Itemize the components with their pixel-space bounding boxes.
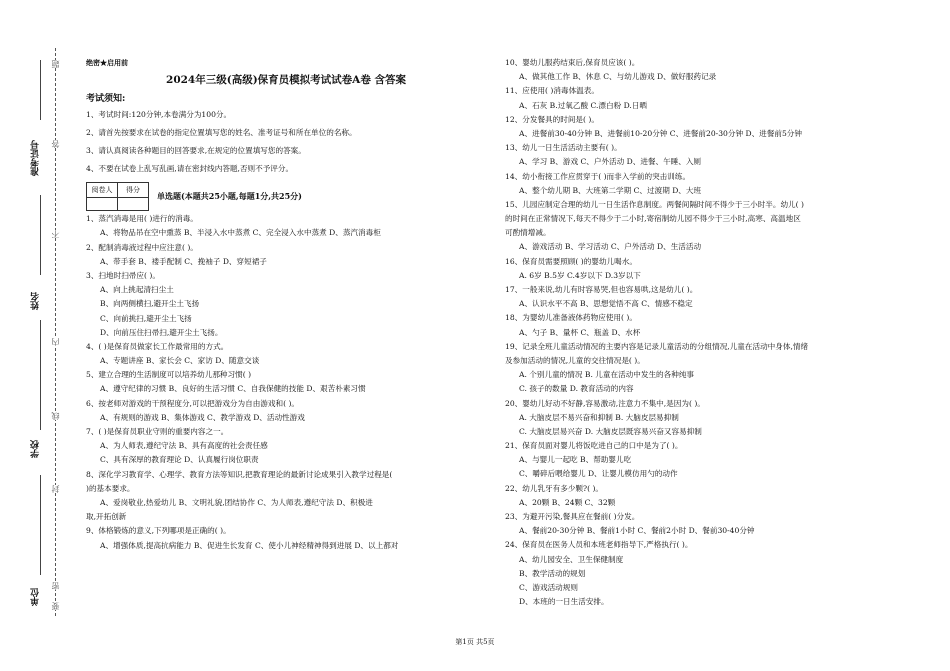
answer-options: A、做其他工作 B、休息 C、与幼儿游戏 D、做好服药记录 (519, 72, 717, 82)
binding-line (40, 60, 41, 120)
binding-line (40, 475, 41, 575)
section-title: 单选题(本题共25小题,每题1分,共25分) (157, 191, 302, 202)
answer-options: A、学习 B、游戏 C、户外活动 D、进餐、午睡、入厕 (519, 157, 702, 167)
school-label: 学校 (31, 440, 41, 458)
score-cell: 得分 (118, 182, 149, 197)
answer-options: A、餐前20-30分钟 B、餐前1小时 C、餐前2小时 D、餐前30-40分钟 (519, 526, 755, 536)
instruction-item: 3、请认真阅读各种题目的回答要求,在规定的位置填写您的答案。 (86, 146, 306, 156)
answer-options: A、爱岗敬业,热爱幼儿 B、文明礼貌,团结协作 C、为人师表,遵纪守法 D、积极进 (100, 497, 373, 507)
question-text: 的时间在正常情况下,每天不得少于二小时,寄宿制幼儿园不得少于三小时,高寒、高温地区 (505, 214, 801, 224)
answer-options: A、进餐前30-40分钟 B、进餐前10-20分钟 C、进餐前20-30分钟 D、进餐前5分钟 (519, 128, 802, 138)
question-text: 2、配制消毒液过程中应注意( )。 (86, 242, 198, 252)
answer-options: C、游戏活动规则 (519, 582, 578, 592)
answer-options: B、教学活动的规划 (519, 568, 586, 578)
question-list (505, 56, 945, 609)
answer-options: A、认识水平不高 B、思想觉悟不高 C、情感不稳定 (519, 299, 693, 309)
answer-options: A、勺子 B、量杯 C、瓶盖 D、水杯 (519, 327, 641, 337)
answer-options: A、将物品吊在空中熏蒸 B、半浸入水中蒸煮 C、完全浸入水中蒸煮 D、蒸汽消毒柜 (100, 228, 381, 238)
answer-options: A、增强体质,提高抗病能力 B、促进生长发育 C、使小儿神经精神得到进展 D、以上都对 (100, 540, 399, 550)
answer-options: A、游戏活动 B、学习活动 C、户外活动 D、生活活动 (519, 242, 702, 252)
answer-options: A、20颗 B、24颗 C、32颗 (519, 497, 616, 507)
answer-options: A、向上挑起清扫尘土 (100, 285, 174, 295)
binding-margin (0, 0, 80, 671)
answer-options: A、有规则的游戏 B、集体游戏 C、教学游戏 D、活动性游戏 (100, 412, 305, 422)
binding-line (40, 195, 41, 275)
instruction-item: 1、考试时间:120分钟,本卷满分为100分。 (86, 110, 232, 120)
seal-char: 封 (51, 485, 60, 493)
binding-line (40, 320, 41, 430)
instruction-item: 4、不要在试卷上乱写乱画,请在密封线内答题,否则不予评分。 (86, 164, 294, 174)
answer-options: A、与婴儿一起吃 B、帮助婴儿吃 (519, 455, 632, 465)
question-text: 可酌情增减。 (505, 228, 551, 238)
answer-options: A、整个幼儿期 B、大班第二学期 C、过渡期 D、大班 (519, 185, 702, 195)
seal-char: 答 (51, 140, 60, 148)
answer-options: A. 6岁 B.5岁 C.4岁以下 D.3岁以下 (519, 270, 641, 280)
question-text: 23、为避开污染,餐具应在餐前( )分发。 (505, 512, 640, 521)
seal-char: 不 (51, 230, 60, 238)
question-text: )的基本要求。 (86, 483, 135, 493)
answer-options: C、具有深厚的教育理论 D、认真履行岗位职责 (100, 455, 259, 465)
score-table (86, 182, 149, 211)
score-row (86, 180, 486, 212)
answer-options: A、为人师表,遵纪守法 B、具有高度的社会责任感 (100, 441, 268, 451)
answer-options: A、幼儿园安全、卫生保健制度 (519, 554, 624, 564)
instruction-item: 2、请首先按要求在试卷的指定位置填写您的姓名、准考证号和所在单位的名称。 (86, 128, 357, 138)
answer-options: C、向前挑扫,避开尘土飞扬 (100, 313, 192, 323)
answer-options: B、向两侧横扫,避开尘土飞扬 (100, 299, 200, 309)
exam-title: 2024年三级(高级)保育员模拟考试试卷A卷 含答案 (166, 74, 406, 87)
answer-options: A、带手套 B、褛手配制 C、挽袖子 D、穿短裙子 (100, 256, 267, 266)
question-list (86, 212, 486, 553)
seal-char: 要 (51, 602, 60, 610)
answer-options: A、石灰 B.过氧乙酸 C.漂白粉 D.日晒 (519, 100, 648, 110)
exam-id-label: 准考证号 (31, 140, 41, 176)
question-text: 4、( )是保育员做家长工作最常用的方式。 (86, 341, 229, 351)
question-text: 20、婴幼儿好动不好静,容易激动,注意力不集中,是因为( )。 (505, 398, 705, 408)
question-text: 5、建立合理的生活制度可以培养幼儿那种习惯( ) (86, 370, 252, 380)
question-text: 取,开拓创新 (86, 512, 127, 522)
answer-options: C、嚼碎后喂给婴儿 D、让婴儿模仿用勺的动作 (519, 469, 678, 479)
question-text: 17、一般来说,幼儿有时容易哭,但也容易哄,这是幼儿( )。 (505, 285, 698, 294)
question-text: 13、幼儿一日生活活动主要有( )。 (505, 143, 622, 153)
question-text: 21、保育员面对婴儿将饭吃进自己的口中是为了( )。 (505, 441, 683, 451)
question-text: 18、为婴幼儿准备液体药物应使用( )。 (505, 313, 637, 323)
seal-line (55, 48, 56, 616)
reviewer-blank[interactable] (87, 197, 118, 210)
question-text: 11、应使用( )消毒体温表。 (505, 86, 599, 96)
question-text: 及参加活动的情况,儿童的交往情况是( )。 (505, 355, 645, 365)
question-text: 6、按老师对游戏的干预程度分,可以把游戏分为自由游戏和( )。 (86, 398, 300, 408)
question-text: 16、保育员需要照顾( )的婴幼儿喝水。 (505, 256, 637, 266)
seal-char: 密 (51, 582, 60, 590)
question-text: 1、蒸汽消毒是用( )进行的消毒。 (86, 214, 198, 224)
question-text: 8、深化学习教育学、心理学、教育方法等知识,把教育理论的最新讨论成果引入教学过程是( (86, 469, 393, 479)
reviewer-cell: 阅卷人 (87, 182, 118, 197)
unit-label: 单位 (31, 588, 41, 606)
question-text: 10、婴幼儿服药结束后,保育员应该( )。 (505, 58, 640, 67)
question-text: 9、体格锻炼的意义,下列哪项是正确的( )。 (86, 526, 231, 536)
seal-char: 线 (51, 412, 60, 420)
right-column (505, 56, 945, 609)
question-text: 22、幼儿乳牙有多少颗?( )。 (505, 483, 604, 493)
answer-options: A. 大脑皮层不易兴奋和抑制 B. 大脑皮层易抑制 (519, 412, 679, 422)
name-label: 姓名 (31, 292, 41, 310)
question-text: 24、保育员在医务人员和本班老师指导下,严格执行( )。 (505, 540, 693, 550)
answer-options: A. 个别儿童的情况 B. 儿童在活动中发生的各种纯事 (519, 370, 695, 380)
question-text: 7、( )是保育员职业守则的重要内容之一。 (86, 427, 229, 437)
left-column (86, 56, 486, 553)
question-text: 3、扫地时扫帚应( )。 (86, 270, 160, 280)
answer-options: C. 孩子的数量 D. 教育活动的内容 (519, 384, 634, 394)
answer-options: A、遵守纪律的习惯 B、良好的生活习惯 C、自我保健的技能 D、艰苦朴素习惯 (100, 384, 366, 394)
question-text: 19、记录全班儿童活动情况的主要内容是记录儿童活动的分组情况,儿童在活动中身体,情绪 (505, 341, 809, 351)
answer-options: A、专题讲座 B、家长会 C、家访 D、随意交谈 (100, 356, 260, 366)
page-footer: 第1页 共5页 (455, 638, 495, 646)
score-blank[interactable] (118, 197, 149, 210)
answer-options: D、向前压住扫帚扫,避开尘土飞扬。 (100, 327, 223, 337)
instructions-heading: 考试须知: (86, 94, 126, 105)
seal-char: 内 (51, 338, 60, 346)
secret-mark: 绝密★启用前 (86, 58, 128, 67)
question-text: 12、分发餐具的时间是( )。 (505, 114, 599, 124)
question-text: 14、幼小衔接工作应贯穿于( )而非入学前的突击训练。 (505, 171, 691, 181)
answer-options: C. 大脑皮层易兴奋 D. 大脑皮层既容易兴奋又容易抑制 (519, 426, 702, 436)
seal-char: 题 (51, 60, 60, 68)
answer-options: D、本班的一日生活安排。 (519, 597, 609, 607)
question-text: 15、儿园应制定合理的幼儿一日生活作息制度。两餐间隔时间不得少于三小时半。幼儿( ) (505, 199, 804, 209)
